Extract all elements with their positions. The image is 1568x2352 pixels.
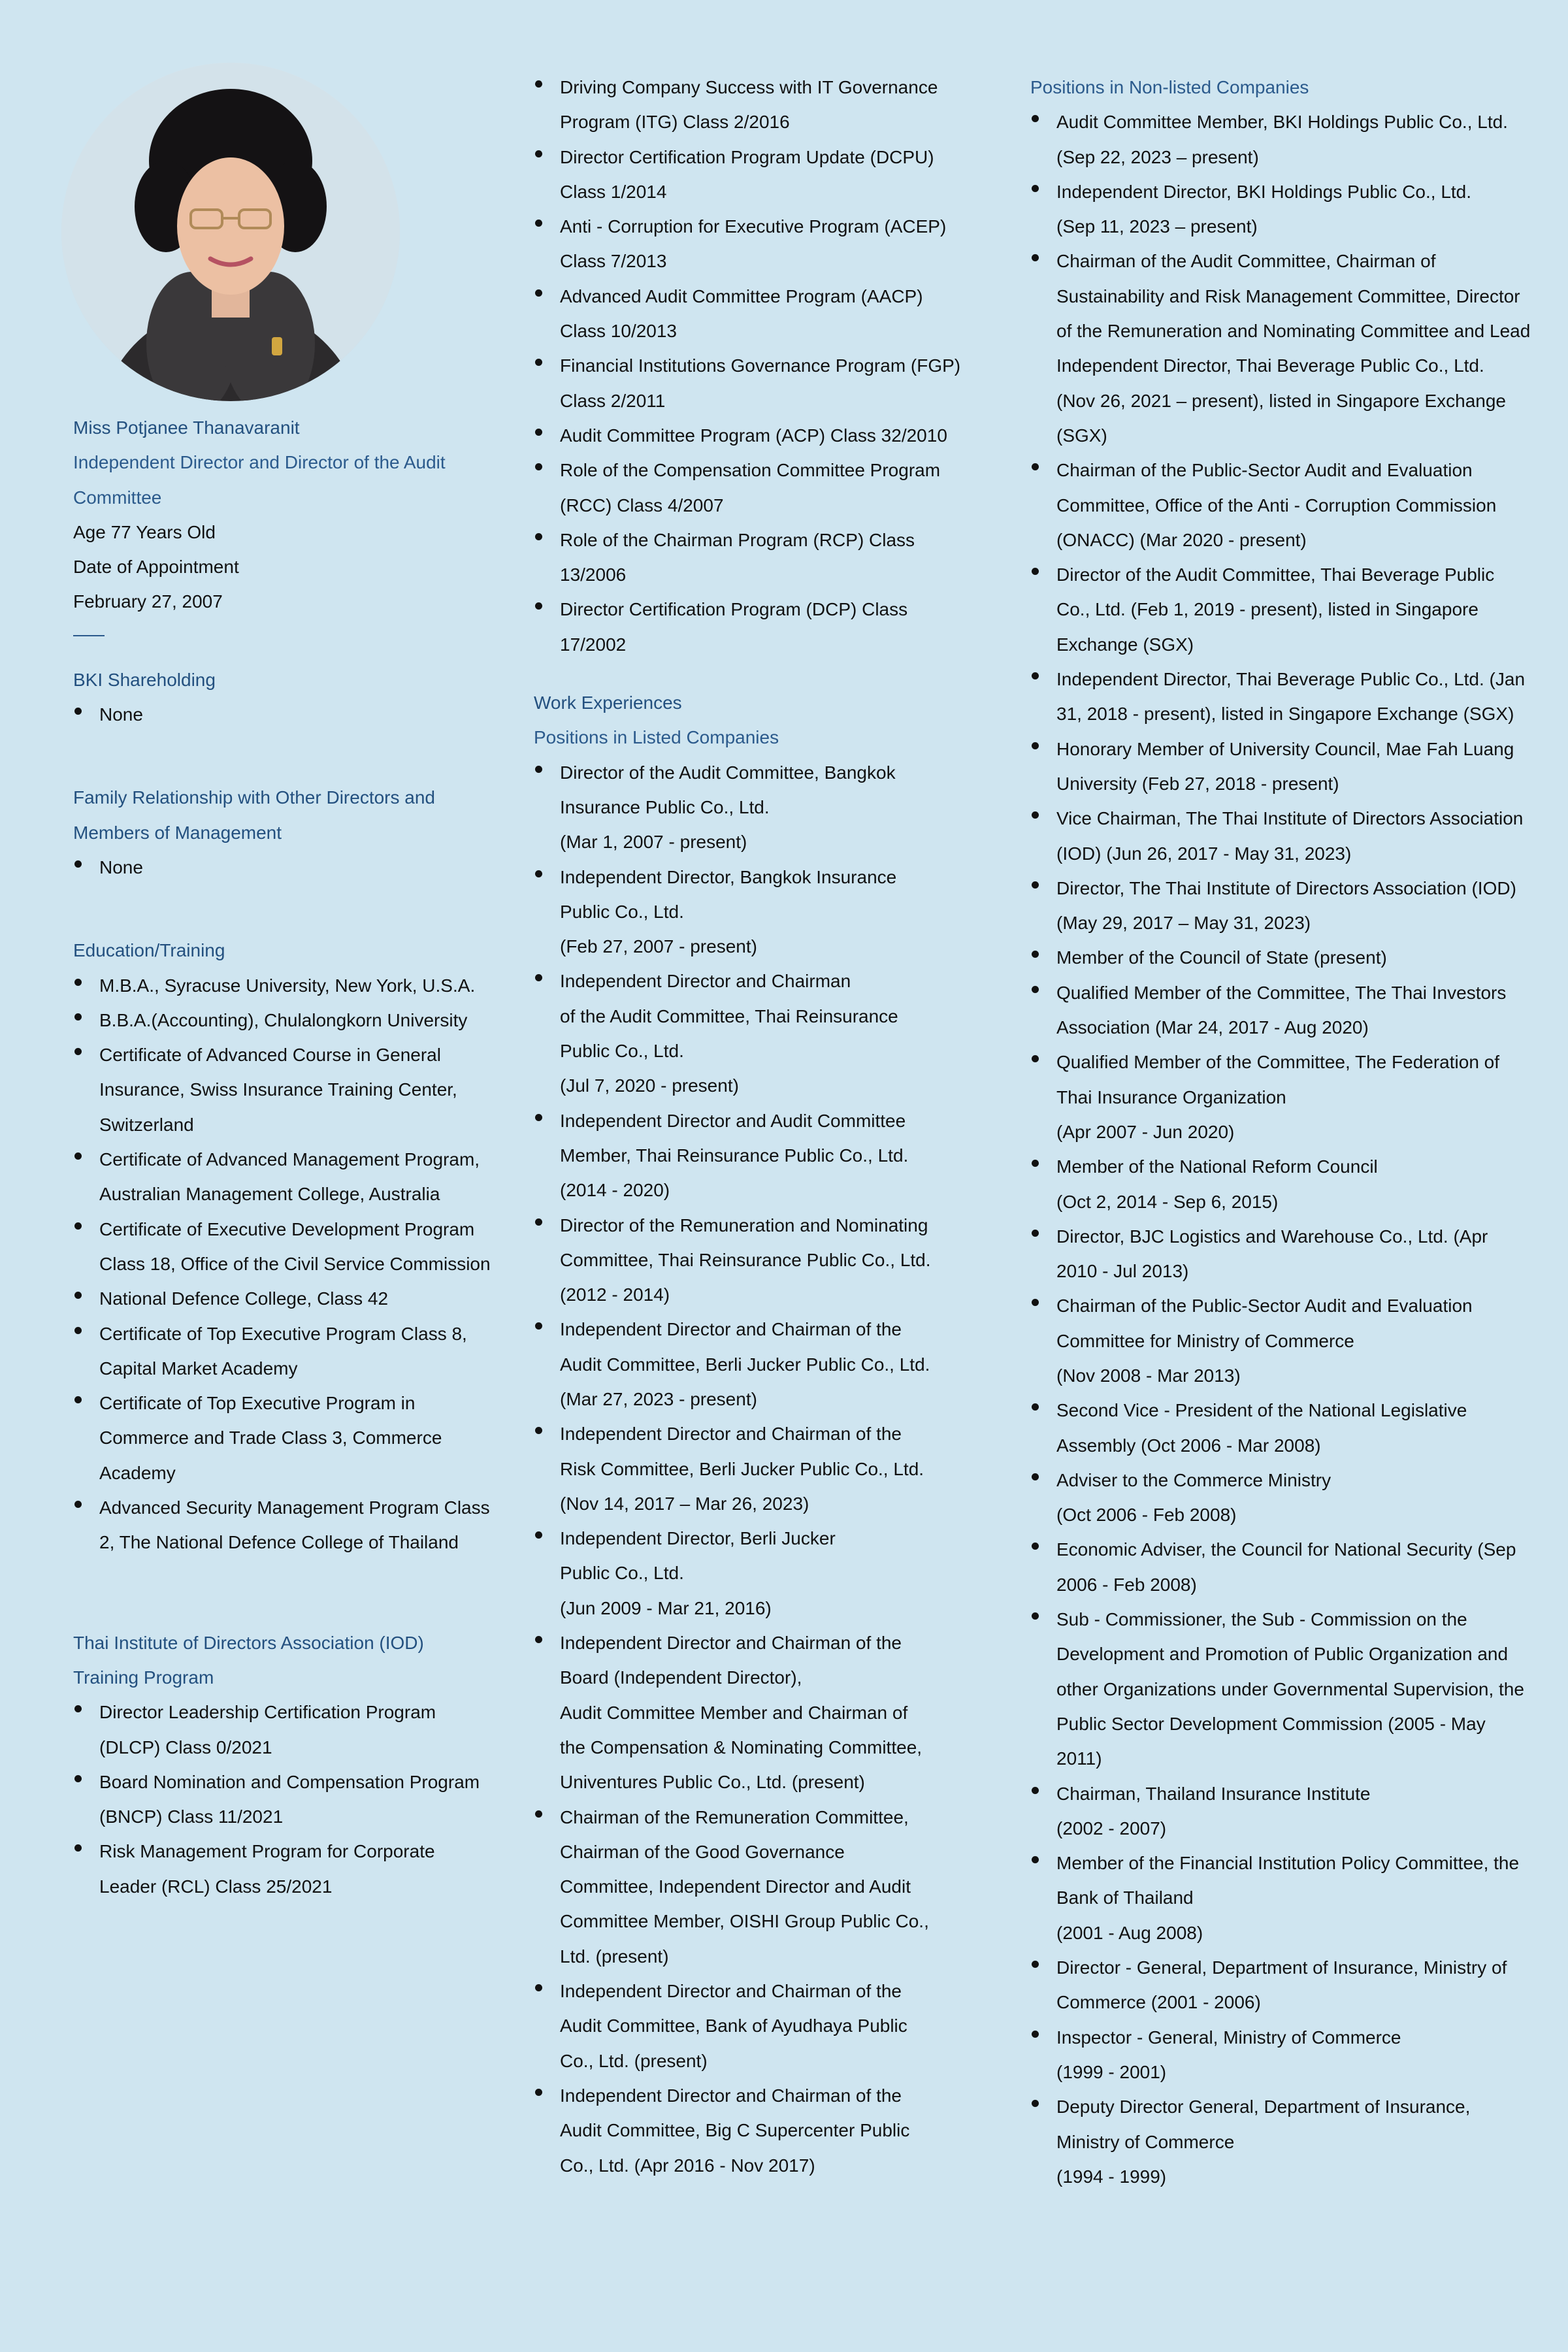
nonlisted-position	[1030, 2089, 1561, 2194]
listed-position	[534, 1521, 965, 1625]
listed-position-line: (Mar 1, 2007 - present)	[560, 832, 747, 853]
nonlisted-position-line: Committee for Ministry of Commerce	[1056, 1330, 1354, 1351]
listed-position-line: Independent Director and Chairman	[560, 971, 851, 992]
listed-position-line: (Jun 2009 - Mar 21, 2016)	[560, 1597, 772, 1618]
nonlisted-position-line: Sustainability and Risk Management Committee, Director	[1056, 286, 1520, 306]
nonlisted-position	[1030, 1219, 1561, 1289]
nonlisted-position-line: Association (Mar 24, 2017 - Aug 2020)	[1056, 1017, 1369, 1038]
listed-position-line: Director of the Remuneration and Nominating	[560, 1215, 928, 1235]
listed-position-line: Chairman of the Good Governance	[560, 1841, 845, 1862]
nonlisted-position-line: Economic Adviser, the Council for National Security (Sep	[1056, 1539, 1516, 1560]
nonlisted-position-line: Development and Promotion of Public Organization and	[1056, 1644, 1509, 1665]
listed-position-line: Independent Director, Berli Jucker	[560, 1528, 836, 1549]
iod-subheading: Training Program	[73, 1667, 214, 1688]
nonlisted-position	[1030, 1393, 1561, 1463]
nonlisted-position-line: Chairman of the Public-Sector Audit and Evaluation	[1056, 460, 1473, 481]
nonlisted-position	[1030, 801, 1561, 871]
column-profile	[73, 0, 491, 1904]
iod-training-item: Director Leadership Certification Program (DLCP) Class 0/2021	[73, 1695, 491, 1765]
nonlisted-position	[1030, 557, 1561, 662]
nonlisted-positions-list	[1030, 105, 1561, 2194]
nonlisted-position-line: Independent Director, Thai Beverage Public Co., Ltd.	[1056, 355, 1484, 376]
nonlisted-position-line: Audit Committee Member, BKI Holdings Public Co., Ltd.	[1056, 112, 1508, 133]
listed-position-line: Public Co., Ltd.	[560, 1563, 684, 1584]
nonlisted-position	[1030, 453, 1561, 557]
nonlisted-position	[1030, 1149, 1561, 1219]
listed-position-line: Director of the Audit Committee, Bangkok	[560, 762, 896, 783]
nonlisted-position-line: other Organizations under Governmental Supervision, the	[1056, 1678, 1524, 1699]
nonlisted-position-line: Independent Director, Thai Beverage Public Co., Ltd. (Jan	[1056, 669, 1526, 690]
nonlisted-position-line: (Oct 2, 2014 - Sep 6, 2015)	[1056, 1191, 1279, 1212]
listed-position-line: (Nov 14, 2017 – Mar 26, 2023)	[560, 1493, 809, 1514]
director-title: Independent Director and Director of the Audit Committee	[73, 452, 446, 508]
listed-position-line: Committee, Thai Reinsurance Public Co., Ltd.	[560, 1249, 931, 1270]
listed-position	[534, 2078, 965, 2183]
nonlisted-position-line: Assembly (Oct 2006 - Mar 2008)	[1056, 1435, 1321, 1456]
nonlisted-position	[1030, 871, 1561, 941]
iod-training-list-continued	[534, 70, 965, 662]
listed-position	[534, 1625, 965, 1799]
nonlisted-position	[1030, 1776, 1561, 1846]
listed-position	[534, 1103, 965, 1208]
nonlisted-position-line: Committee, Office of the Anti - Corruption Commission	[1056, 495, 1497, 515]
nonlisted-position-line: Commerce (2001 - 2006)	[1056, 1992, 1261, 2013]
nonlisted-position	[1030, 105, 1561, 174]
nonlisted-position-line: (2002 - 2007)	[1056, 1818, 1167, 1838]
listed-position-line: Member, Thai Reinsurance Public Co., Ltd.	[560, 1145, 909, 1166]
appointment-label: Date of Appointment	[73, 557, 239, 578]
listed-position	[534, 1800, 965, 1974]
education-item: National Defence College, Class 42	[73, 1281, 491, 1316]
listed-position-line: (2012 - 2014)	[560, 1284, 670, 1305]
iod-training-item: Advanced Audit Committee Program (AACP) Class 10/2013	[534, 279, 965, 349]
listed-position-line: Audit Committee Member and Chairman of	[560, 1702, 908, 1723]
nonlisted-position-line: Sub - Commissioner, the Sub - Commission on the	[1056, 1609, 1467, 1630]
listed-position-line: Independent Director, Bangkok Insurance	[560, 866, 897, 887]
nonlisted-position-line: Qualified Member of the Committee, The Federation of	[1056, 1052, 1500, 1073]
nonlisted-position-line: Second Vice - President of the National Legislative	[1056, 1400, 1467, 1421]
nonlisted-position-line: Director of the Audit Committee, Thai Beverage Public	[1056, 564, 1495, 585]
nonlisted-position-line: Public Sector Development Commission (2005 - May	[1056, 1713, 1486, 1734]
nonlisted-position-line: (Apr 2007 - Jun 2020)	[1056, 1121, 1235, 1142]
nonlisted-position-line: Honorary Member of University Council, Mae Fah Luang	[1056, 738, 1514, 759]
education-list	[73, 968, 491, 1560]
education-item: Certificate of Top Executive Program in Commerce and Trade Class 3, Commerce Academy	[73, 1386, 491, 1490]
nonlisted-position-line: 31, 2018 - present), listed in Singapore Exchange (SGX)	[1056, 704, 1514, 725]
nonlisted-position	[1030, 662, 1561, 732]
education-item: Certificate of Executive Development Program Class 18, Office of the Civil Service Commission	[73, 1212, 491, 1282]
nonlisted-position-line: (1994 - 1999)	[1056, 2166, 1167, 2187]
listed-positions-list	[534, 755, 965, 2183]
nonlisted-position	[1030, 1463, 1561, 1533]
nonlisted-position-line: Vice Chairman, The Thai Institute of Directors Association	[1056, 808, 1524, 829]
education-item: Certificate of Advanced Management Program, Australian Management College, Australia	[73, 1142, 491, 1212]
nonlisted-position-line: (1999 - 2001)	[1056, 2061, 1167, 2082]
education-item: M.B.A., Syracuse University, New York, U.S.A.	[73, 968, 491, 1003]
appointment-date: February 27, 2007	[73, 591, 223, 612]
column-training-listed	[534, 0, 965, 2183]
nonlisted-position	[1030, 2020, 1561, 2090]
nonlisted-position	[1030, 732, 1561, 802]
listed-position-line: Independent Director and Audit Committee	[560, 1110, 906, 1131]
education-item: Advanced Security Management Program Class 2, The National Defence College of Thailand	[73, 1490, 491, 1560]
iod-training-item: Financial Institutions Governance Program (FGP) Class 2/2011	[534, 348, 965, 418]
nonlisted-position-line: 2010 - Jul 2013)	[1056, 1261, 1189, 1282]
nonlisted-position-line: Chairman of the Audit Committee, Chairman of	[1056, 251, 1436, 272]
nonlisted-position-line: (2001 - Aug 2008)	[1056, 1922, 1203, 1943]
nonlisted-position	[1030, 1846, 1561, 1950]
section-divider	[73, 635, 105, 636]
listed-position-line: Risk Committee, Berli Jucker Public Co., Ltd.	[560, 1458, 924, 1479]
nonlisted-position-line: Member of the National Reform Council	[1056, 1156, 1378, 1177]
nonlisted-position	[1030, 244, 1561, 453]
listed-position-line: Public Co., Ltd.	[560, 1041, 684, 1062]
family-list	[73, 850, 491, 885]
nonlisted-position-line: (Sep 11, 2023 – present)	[1056, 216, 1258, 237]
iod-training-item: Risk Management Program for Corporate Leader (RCL) Class 25/2021	[73, 1834, 491, 1904]
iod-training-item: Role of the Chairman Program (RCP) Class 13/2006	[534, 523, 965, 593]
listed-position-line: Public Co., Ltd.	[560, 901, 684, 922]
listed-position-line: (2014 - 2020)	[560, 1180, 670, 1201]
listed-position-line: Audit Committee, Bank of Ayudhaya Public	[560, 2016, 907, 2036]
nonlisted-position	[1030, 940, 1561, 975]
listed-position-line: Committee, Independent Director and Audit	[560, 1876, 911, 1897]
listed-position-line: Board (Independent Director),	[560, 1667, 802, 1688]
listed-position	[534, 1416, 965, 1521]
iod-training-item: Director Certification Program (DCP) Class 17/2002	[534, 592, 965, 662]
listed-position-line: Independent Director and Chairman of the	[560, 1633, 902, 1654]
iod-heading: Thai Institute of Directors Association (IOD)	[73, 1632, 424, 1653]
nonlisted-position-line: Adviser to the Commerce Ministry	[1056, 1469, 1331, 1490]
nonlisted-position-line: Qualified Member of the Committee, The Thai Investors	[1056, 982, 1507, 1003]
listed-position-line: Committee Member, OISHI Group Public Co.,	[560, 1911, 929, 1932]
nonlisted-position-line: Director, BJC Logistics and Warehouse Co., Ltd. (Apr	[1056, 1226, 1488, 1247]
nonlisted-position-line: (IOD) (Jun 26, 2017 - May 31, 2023)	[1056, 843, 1352, 864]
education-heading: Education/Training	[73, 940, 225, 961]
nonlisted-position-line: of the Remuneration and Nominating Committee and Lead	[1056, 321, 1531, 342]
nonlisted-position	[1030, 1532, 1561, 1602]
nonlisted-position-line: Ministry of Commerce	[1056, 2131, 1235, 2152]
listed-position-line: Independent Director and Chairman of the	[560, 1319, 902, 1340]
nonlisted-position-line: Director - General, Department of Insurance, Ministry of	[1056, 1957, 1507, 1978]
nonlisted-position-line: Director, The Thai Institute of Directors Association (IOD)	[1056, 877, 1516, 898]
listed-position-line: of the Audit Committee, Thai Reinsurance	[560, 1005, 898, 1026]
nonlisted-position-line: Bank of Thailand	[1056, 1887, 1194, 1908]
work-heading: Work Experiences	[534, 693, 682, 713]
listed-position-line: Univentures Public Co., Ltd. (present)	[560, 1772, 865, 1793]
nonlisted-position-line: Member of the Financial Institution Policy Committee, the	[1056, 1853, 1520, 1874]
nonlisted-position-line: (Sep 22, 2023 – present)	[1056, 146, 1259, 167]
nonlisted-position-line: (ONACC) (Mar 2020 - present)	[1056, 529, 1307, 550]
listed-position	[534, 964, 965, 1103]
listed-position-line: (Mar 27, 2023 - present)	[560, 1388, 757, 1409]
nonlisted-position-line: Independent Director, BKI Holdings Public Co., Ltd.	[1056, 181, 1472, 202]
nonlisted-position	[1030, 174, 1561, 244]
nonlisted-position-line: (Nov 2008 - Mar 2013)	[1056, 1365, 1241, 1386]
iod-training-item: Driving Company Success with IT Governance Program (ITG) Class 2/2016	[534, 70, 965, 140]
family-heading: Family Relationship with Other Directors and Members of Management	[73, 787, 435, 843]
nonlisted-position-line: Exchange (SGX)	[1056, 634, 1194, 655]
nonlisted-position-line: 2011)	[1056, 1748, 1102, 1769]
listed-position-line: Audit Committee, Big C Supercenter Public	[560, 2120, 910, 2141]
nonlisted-position	[1030, 975, 1561, 1045]
nonlisted-position	[1030, 1045, 1561, 1149]
shareholding-list	[73, 697, 491, 732]
listed-position-line: (Feb 27, 2007 - present)	[560, 936, 757, 957]
nonlisted-position-line: Inspector - General, Ministry of Commerce	[1056, 2027, 1401, 2048]
listed-position-line: Ltd. (present)	[560, 1946, 669, 1967]
listed-position-line: Co., Ltd. (Apr 2016 - Nov 2017)	[560, 2155, 815, 2176]
listed-position	[534, 860, 965, 964]
education-item: B.B.A.(Accounting), Chulalongkorn University	[73, 1003, 491, 1037]
iod-training-item: Audit Committee Program (ACP) Class 32/2010	[534, 418, 965, 453]
iod-training-list	[73, 1695, 491, 1904]
iod-training-item: Board Nomination and Compensation Program (BNCP) Class 11/2021	[73, 1765, 491, 1835]
nonlisted-position	[1030, 1288, 1561, 1393]
family-item: None	[73, 850, 491, 885]
iod-training-item: Director Certification Program Update (DCPU) Class 1/2014	[534, 140, 965, 210]
listed-position-line: Insurance Public Co., Ltd.	[560, 796, 770, 817]
listed-position	[534, 755, 965, 860]
director-name: Miss Potjanee Thanavaranit	[73, 417, 300, 438]
iod-training-item: Role of the Compensation Committee Program (RCC) Class 4/2007	[534, 453, 965, 523]
nonlisted-position	[1030, 1602, 1561, 1776]
nonlisted-position-line: 2006 - Feb 2008)	[1056, 1574, 1197, 1595]
education-item: Certificate of Advanced Course in General Insurance, Swiss Insurance Training Center, Switzerland	[73, 1037, 491, 1142]
nonlisted-position-line: Co., Ltd. (Feb 1, 2019 - present), listed in Singapore	[1056, 599, 1478, 620]
listed-position	[534, 1312, 965, 1416]
nonlisted-position-line: Chairman of the Public-Sector Audit and Evaluation	[1056, 1296, 1473, 1316]
listed-position	[534, 1208, 965, 1313]
shareholding-heading: BKI Shareholding	[73, 669, 216, 690]
listed-position-line: (Jul 7, 2020 - present)	[560, 1075, 739, 1096]
listed-position-line: Audit Committee, Berli Jucker Public Co., Ltd.	[560, 1354, 930, 1375]
listed-position-line: Independent Director and Chairman of the	[560, 1424, 902, 1445]
column-nonlisted	[1030, 0, 1561, 2194]
education-item: Certificate of Top Executive Program Class 8, Capital Market Academy	[73, 1316, 491, 1386]
nonlisted-position-line: University (Feb 27, 2018 - present)	[1056, 773, 1339, 794]
listed-position	[534, 1974, 965, 2078]
nonlisted-position	[1030, 1950, 1561, 2020]
iod-training-item: Anti - Corruption for Executive Program (ACEP) Class 7/2013	[534, 209, 965, 279]
listed-position-line: Independent Director and Chairman of the	[560, 2085, 902, 2106]
nonlisted-heading: Positions in Non-listed Companies	[1030, 77, 1309, 97]
nonlisted-position-line: (May 29, 2017 – May 31, 2023)	[1056, 913, 1311, 934]
listed-heading: Positions in Listed Companies	[534, 727, 779, 748]
director-age: Age 77 Years Old	[73, 521, 216, 542]
listed-position-line: the Compensation & Nominating Committee,	[560, 1737, 923, 1757]
nonlisted-position-line: Chairman, Thailand Insurance Institute	[1056, 1783, 1371, 1804]
nonlisted-position-line: Thai Insurance Organization	[1056, 1086, 1286, 1107]
nonlisted-position-line: (Nov 26, 2021 – present), listed in Singapore Exchange	[1056, 390, 1506, 411]
nonlisted-position-line: (SGX)	[1056, 425, 1107, 446]
nonlisted-position-line: Member of the Council of State (present)	[1056, 947, 1387, 968]
shareholding-item: None	[73, 697, 491, 732]
nonlisted-position-line: Deputy Director General, Department of Insurance,	[1056, 2097, 1471, 2117]
listed-position-line: Chairman of the Remuneration Committee,	[560, 1806, 909, 1827]
nonlisted-position-line: (Oct 2006 - Feb 2008)	[1056, 1505, 1237, 1526]
listed-position-line: Co., Ltd. (present)	[560, 2050, 708, 2071]
listed-position-line: Independent Director and Chairman of the	[560, 1981, 902, 2002]
